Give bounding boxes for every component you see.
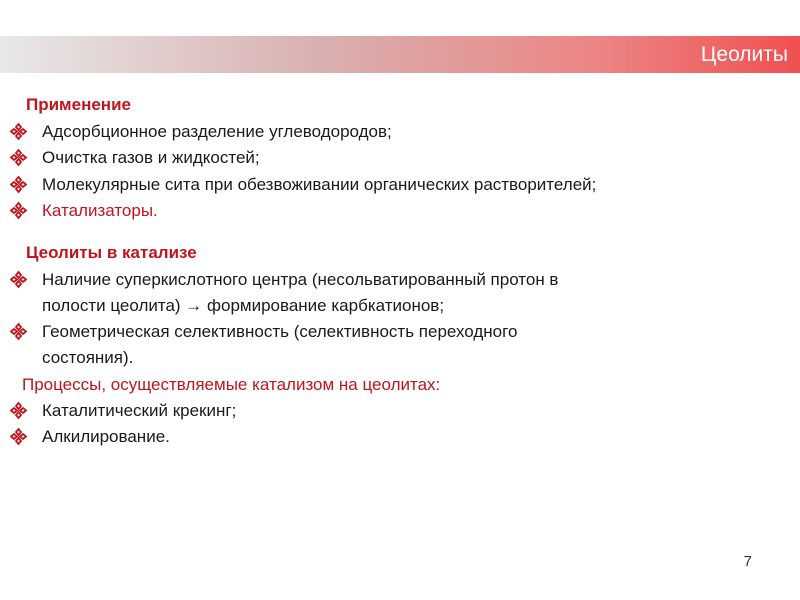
- list-item-text: Очистка газов и жидкостей;: [42, 148, 260, 167]
- list-item-text-continued: полости цеолита) → формирование карбкатионов;: [42, 296, 445, 315]
- diamond-bullet-icon: [10, 149, 27, 166]
- diamond-bullet-icon: [10, 402, 27, 419]
- list-item-text-continued: состояния).: [42, 348, 134, 367]
- list-item-text: Наличие суперкислотного центра (несольватированный протон в: [42, 270, 559, 289]
- title-bar: [0, 36, 800, 73]
- list-item-text: Каталитический крекинг;: [42, 401, 237, 420]
- section-heading-catalysis: Цеолиты в катализе: [26, 243, 197, 262]
- diamond-bullet-icon: [10, 123, 27, 140]
- diamond-bullet-icon: [10, 323, 27, 340]
- list-item-text: Алкилирование.: [42, 427, 170, 446]
- page-number: 7: [743, 553, 752, 570]
- list-item-text: Адсорбционное разделение углеводородов;: [42, 122, 392, 141]
- section-heading-application: Применение: [26, 95, 131, 114]
- list-item-text: Молекулярные сита при обезвоживании органических растворителей;: [42, 175, 597, 194]
- diamond-bullet-icon: [10, 428, 27, 445]
- diamond-bullet-icon: [10, 176, 27, 193]
- list-item-text: Геометрическая селективность (селективность переходного: [42, 322, 518, 341]
- diamond-bullet-icon: [10, 271, 27, 288]
- slide-title: Цеолиты: [700, 43, 788, 66]
- section-heading-processes: Процессы, осуществляемые катализом на цеолитах:: [22, 375, 441, 394]
- list-item-text: Катализаторы.: [42, 201, 158, 220]
- diamond-bullet-icon: [10, 202, 27, 219]
